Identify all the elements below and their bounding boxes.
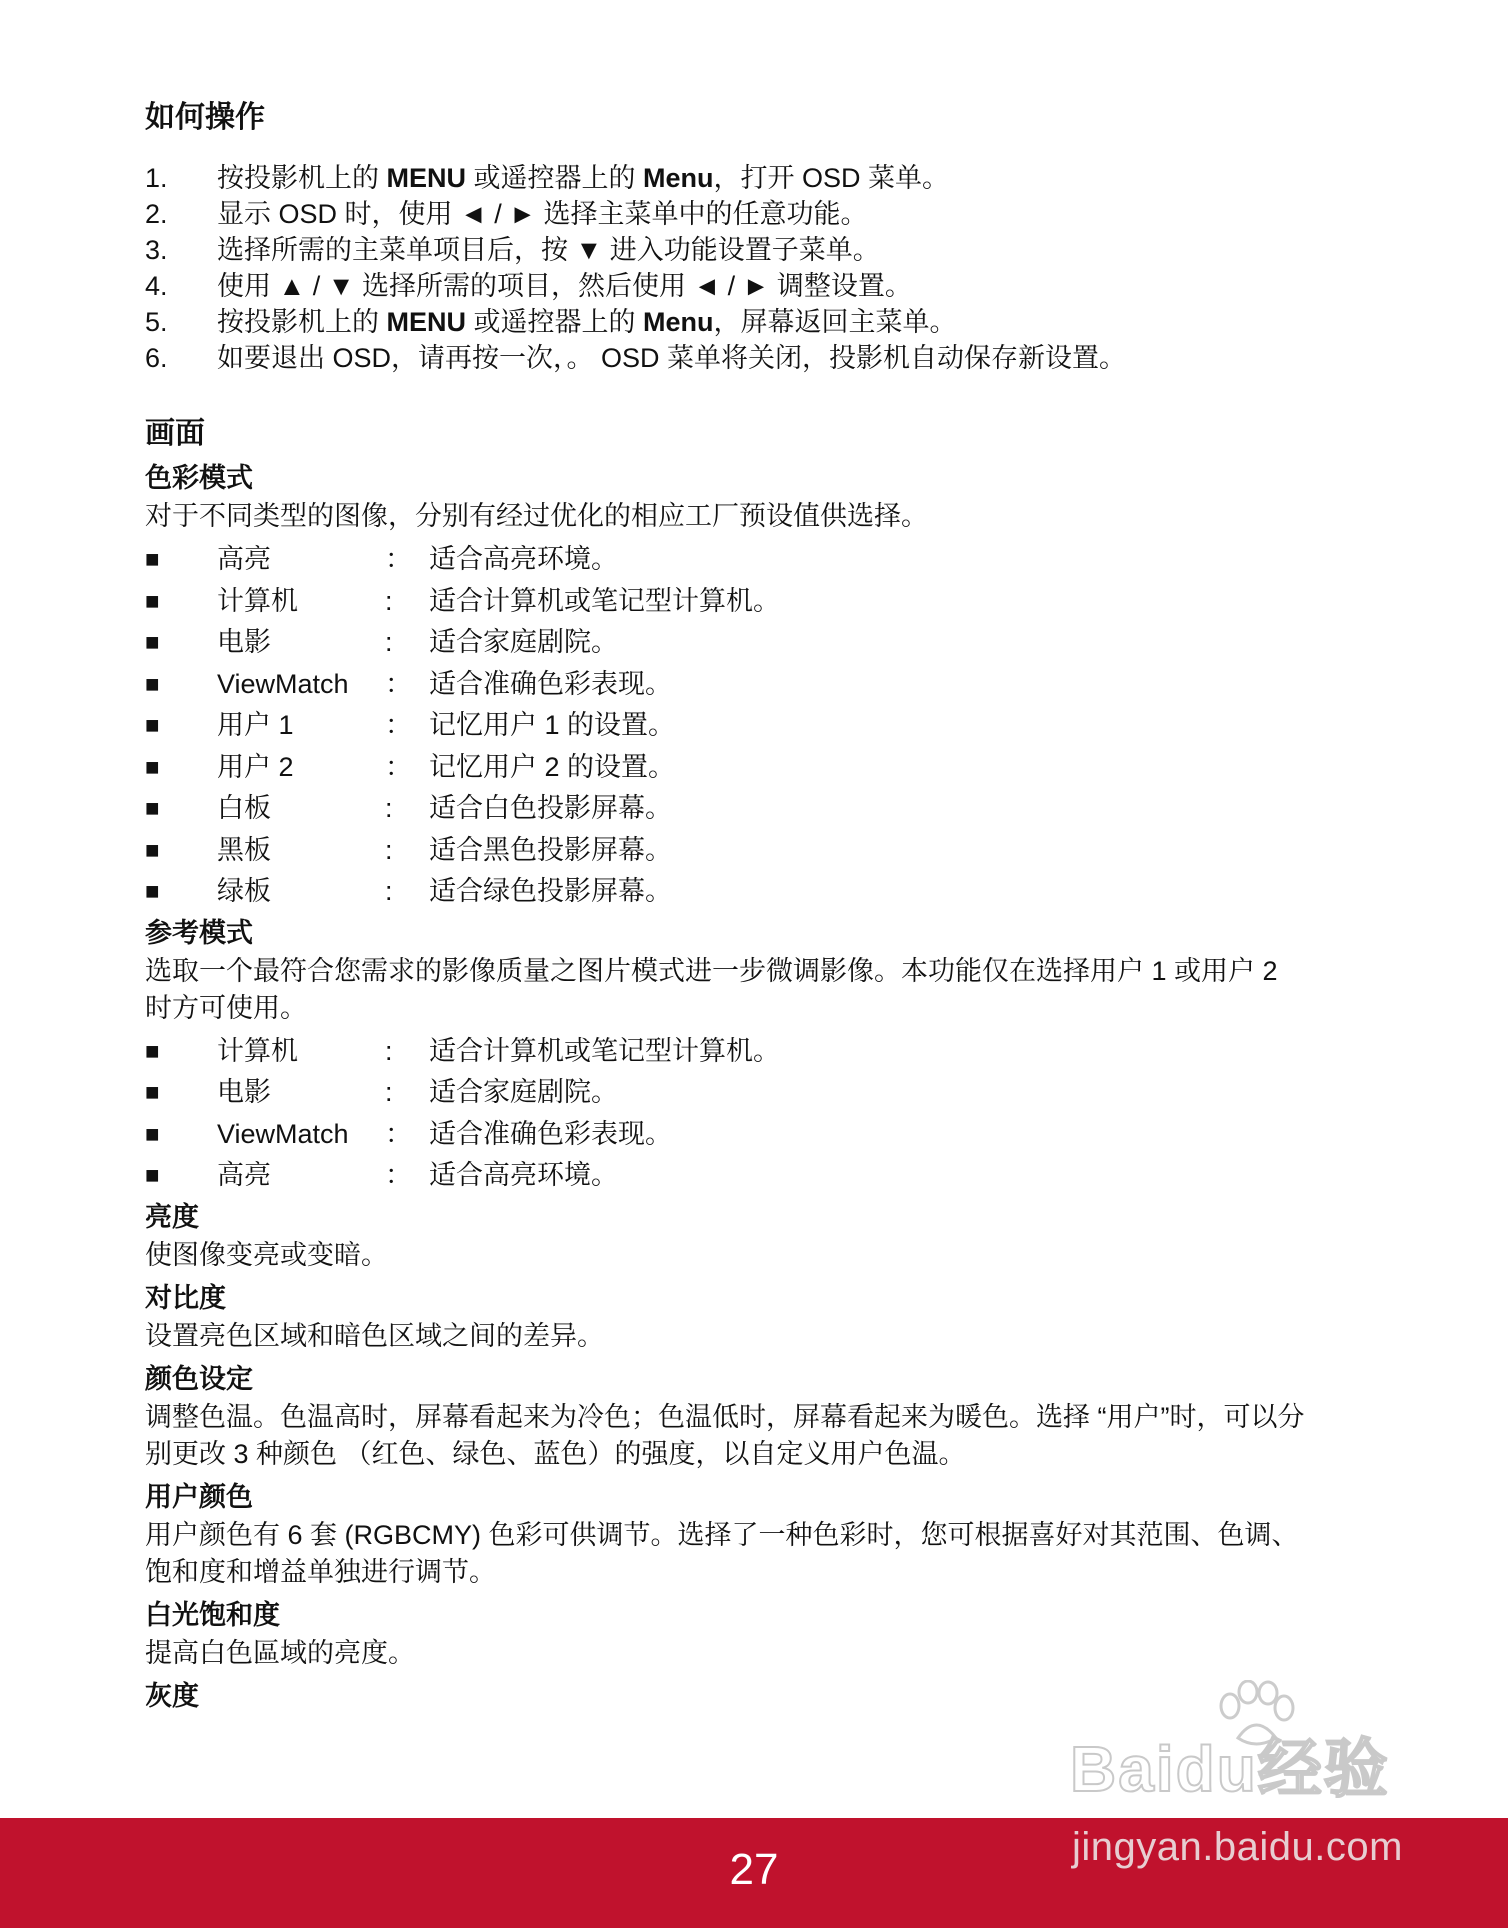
color-setting-title: 颜色设定 [145,1363,253,1394]
steps-list [145,160,1305,376]
watermark-url: jingyan.baidu.com [1072,1825,1403,1869]
bullet-square-icon: ■ [145,546,160,573]
list-item: ■ ViewMatch ： 适合准确色彩表现。 [145,664,1305,706]
bullet-square-icon: ■ [145,670,160,698]
user-color-title: 用户颜色 [145,1481,253,1512]
user-color-desc: 用户颜色有 6 套 (RGBCMY) 色彩可供调节。选择了一种色彩时，您可根据喜好对其范围、色调、饱和度和增益单独进行调节。 [145,1519,1299,1587]
step-item: 4. 使用 ▲ / ▼ 选择所需的项目，然后使用 ◄ / ► 调整设置。 [145,271,912,301]
white-saturation-title: 白光饱和度 [145,1599,280,1630]
gamma-title: 灰度 [145,1680,199,1711]
list-item: ■ 黑板 : 适合黑色投影屏幕。 [145,830,1305,872]
picture-heading: 画面 [145,417,205,450]
list-item: ■ 计算机 : 适合计算机或笔记型计算机。 [145,1031,1305,1073]
brightness-title: 亮度 [145,1201,199,1232]
list-item: ■ 用户 1 ： 记忆用户 1 的设置。 [145,705,1305,747]
list-item: ■ 计算机 : 适合计算机或笔记型计算机。 [145,581,1305,623]
bullet-square-icon: ■ [145,753,160,781]
step-item: 3. 选择所需的主菜单项目后，按 ▼ 进入功能设置子菜单。 [145,235,880,265]
step-item: 2. 显示 OSD 时，使用 ◄ / ► 选择主菜单中的任意功能。 [145,199,868,229]
list-item: ■ 电影 : 适合家庭剧院。 [145,622,1305,664]
brightness-desc: 使图像变亮或变暗。 [145,1239,388,1270]
bullet-square-icon: ■ [145,878,160,905]
baidu-watermark-logo [1070,1680,1430,1805]
list-item: ■ 白板 : 适合白色投影屏幕。 [145,788,1305,830]
list-item: ■ 高亮 ： 适合高亮环境。 [145,1155,1305,1197]
list-item: ■ 绿板 : 适合绿色投影屏幕。 [145,871,1305,913]
bullet-square-icon: ■ [145,1162,160,1189]
bullet-square-icon: ■ [145,795,160,822]
list-item: ■ ViewMatch ： 适合准确色彩表现。 [145,1114,1305,1156]
list-item: ■ 用户 2 ： 记忆用户 2 的设置。 [145,747,1305,789]
color-setting-desc: 调整色温。色温高时，屏幕看起来为冷色；色温低时，屏幕看起来为暖色。选择 “用户”时，可以分别更改 3 种颜色 （红色、绿色、蓝色）的强度，以自定义用户色温。 [145,1401,1305,1469]
bullet-square-icon: ■ [145,1079,160,1106]
watermark-logo-text: Baidu经验 [1070,1733,1390,1805]
ref-mode-title: 参考模式 [145,917,253,948]
page-content [145,98,1305,1716]
contrast-title: 对比度 [145,1282,226,1313]
ref-mode-desc: 选取一个最符合您需求的影像质量之图片模式进一步微调影像。本功能仅在选择用户 1 或用户 2 时方可使用。 [145,955,1278,1023]
step-item: 1. 按投影机上的 MENU 或遥控器上的 Menu，打开 OSD 菜单。 [145,163,950,193]
ref-mode-list [145,1031,1305,1197]
step-item: 6. 如要退出 OSD，请再按一次，。 OSD 菜单将关闭，投影机自动保存新设置。 [145,343,1127,373]
bullet-square-icon: ■ [145,712,160,739]
color-mode-title: 色彩模式 [145,463,253,493]
white-saturation-desc: 提高白色區域的亮度。 [145,1637,415,1668]
color-mode-list [145,539,1305,913]
page-number: 27 [729,1845,779,1894]
how-to-heading: 如何操作 [145,101,265,134]
step-item: 5. 按投影机上的 MENU 或遥控器上的 Menu，屏幕返回主菜单。 [145,307,957,337]
bullet-square-icon: ■ [145,836,160,864]
bullet-square-icon: ■ [145,1037,160,1065]
contrast-desc: 设置亮色区域和暗色区域之间的差异。 [145,1320,604,1351]
list-item: ■ 电影 : 适合家庭剧院。 [145,1072,1305,1114]
list-item: ■ 高亮 ： 适合高亮环境。 [145,539,1305,581]
color-mode-desc: 对于不同类型的图像，分别有经过优化的相应工厂预设值供选择。 [145,501,928,531]
bullet-square-icon: ■ [145,1120,160,1148]
bullet-square-icon: ■ [145,629,160,656]
bullet-square-icon: ■ [145,587,160,615]
